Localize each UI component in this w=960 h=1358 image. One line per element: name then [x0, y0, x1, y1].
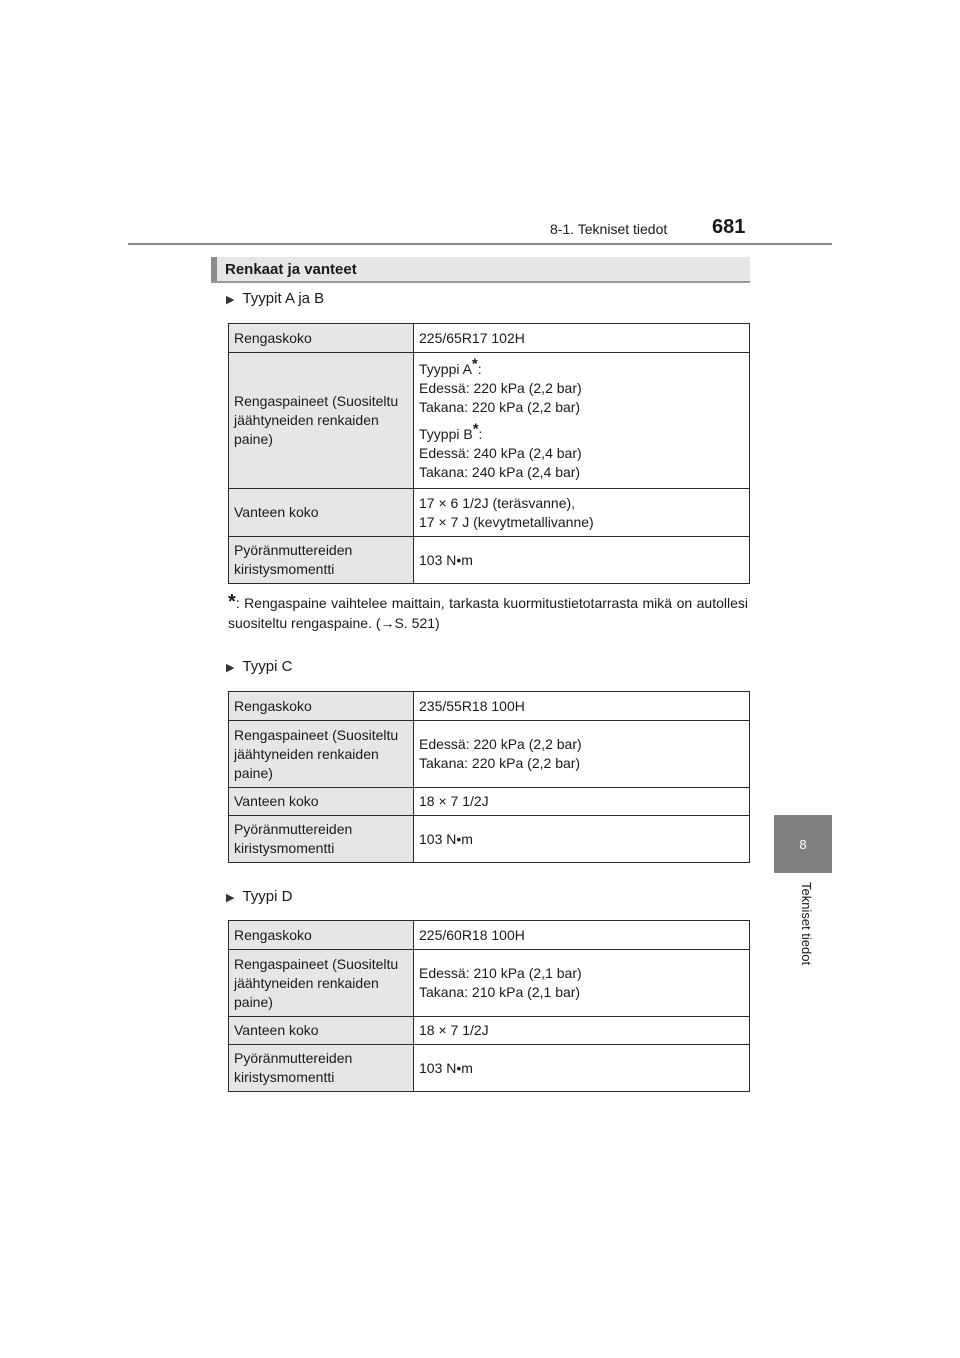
table-row — [229, 921, 750, 950]
table-value-cell: 103 N•m — [414, 1045, 750, 1092]
subheading-type-c — [226, 658, 292, 675]
table-value-cell — [414, 489, 750, 537]
table-value-cell — [414, 950, 750, 1017]
chapter-tab[interactable] — [774, 815, 832, 873]
subheading-text: Tyypi C — [242, 658, 293, 675]
triangle-bullet-icon: ▶ — [226, 892, 235, 904]
table-row — [229, 816, 750, 863]
spec-table-type-d — [228, 920, 750, 1092]
chapter-number: 8 — [799, 836, 807, 852]
table-value-cell: 225/65R17 102H — [414, 324, 750, 353]
footnote-text: : Rengaspaine vaihtelee maittain, tarkasta kuormitustietotarrasta mikä on autollesi suositeltu rengaspaine. (→S. 521) — [228, 595, 748, 631]
table-value-cell: 18 × 7 1/2J — [414, 1017, 750, 1045]
triangle-bullet-icon: ▶ — [226, 294, 235, 306]
value-line: 17 × 7 J (kevytmetallivanne) — [419, 513, 594, 530]
header-rule — [128, 243, 832, 245]
pressure-line: Edessä: 220 kPa (2,2 bar) — [419, 379, 582, 396]
subheading-text: Tyypi D — [242, 888, 293, 905]
table-label-cell: Vanteen koko — [229, 1017, 414, 1045]
chapter-title: Tekniset tiedot — [799, 882, 814, 966]
table-label-cell: Rengaspaineet (Suositeltu jäähtyneiden renkaiden paine) — [229, 353, 414, 489]
footnote-marker: * — [228, 591, 236, 613]
table-value-cell — [414, 721, 750, 788]
page-number: 681 — [712, 216, 746, 238]
value-line: Takana: 210 kPa (2,1 bar) — [419, 984, 581, 1000]
table-label-cell: Vanteen koko — [229, 489, 414, 537]
table-row — [229, 489, 750, 537]
table-row — [229, 324, 750, 353]
table-label-cell: Pyöränmuttereiden kiristysmomentti — [229, 1045, 414, 1092]
table-label-cell: Rengaskoko — [229, 692, 414, 721]
pressure-group-heading: Tyyppi B*: — [419, 419, 483, 442]
triangle-bullet-icon: ▶ — [226, 662, 235, 674]
table-label-cell: Rengaskoko — [229, 324, 414, 353]
table-row — [229, 788, 750, 816]
table-value-cell: 225/60R18 100H — [414, 921, 750, 950]
subheading-text: Tyypit A ja B — [242, 290, 325, 307]
table-row — [229, 692, 750, 721]
table-value-cell: 103 N•m — [414, 537, 750, 584]
table-value-cell: 18 × 7 1/2J — [414, 788, 750, 816]
value-line: Edessä: 220 kPa (2,2 bar) — [419, 736, 582, 752]
value-line: Edessä: 210 kPa (2,1 bar) — [419, 965, 582, 981]
pressure-group-heading: Tyyppi A*: — [419, 354, 482, 377]
subheading-types-a-b — [226, 290, 324, 307]
spec-table-type-c — [228, 691, 750, 863]
value-line: Takana: 220 kPa (2,2 bar) — [419, 755, 581, 771]
table-value-cell: 103 N•m — [414, 816, 750, 863]
table-row — [229, 353, 750, 489]
table-row — [229, 1045, 750, 1092]
table-value-cell — [414, 353, 750, 489]
table-label-cell: Vanteen koko — [229, 788, 414, 816]
pressure-line: Takana: 220 kPa (2,2 bar) — [419, 398, 581, 415]
section-heading-accent — [211, 257, 217, 281]
running-header-section: 8-1. Tekniset tiedot — [550, 221, 668, 237]
table-row — [229, 721, 750, 788]
section-heading — [211, 257, 750, 283]
pressure-line: Takana: 240 kPa (2,4 bar) — [419, 463, 581, 480]
table-label-cell: Pyöränmuttereiden kiristysmomentti — [229, 537, 414, 584]
value-line: 17 × 6 1/2J (teräsvanne), — [419, 494, 576, 511]
subheading-type-d — [226, 888, 292, 905]
table-row — [229, 1017, 750, 1045]
table-label-cell: Rengaspaineet (Suositeltu jäähtyneiden renkaiden paine) — [229, 950, 414, 1017]
spec-table-types-a-b — [228, 323, 750, 584]
pressure-line: Edessä: 240 kPa (2,4 bar) — [419, 444, 582, 461]
section-heading-title: Renkaat ja vanteet — [225, 261, 357, 278]
table-label-cell: Rengaspaineet (Suositeltu jäähtyneiden renkaiden paine) — [229, 721, 414, 788]
table-row — [229, 537, 750, 584]
table-label-cell: Rengaskoko — [229, 921, 414, 950]
footnote — [228, 592, 748, 633]
table-value-cell: 235/55R18 100H — [414, 692, 750, 721]
table-row — [229, 950, 750, 1017]
table-label-cell: Pyöränmuttereiden kiristysmomentti — [229, 816, 414, 863]
